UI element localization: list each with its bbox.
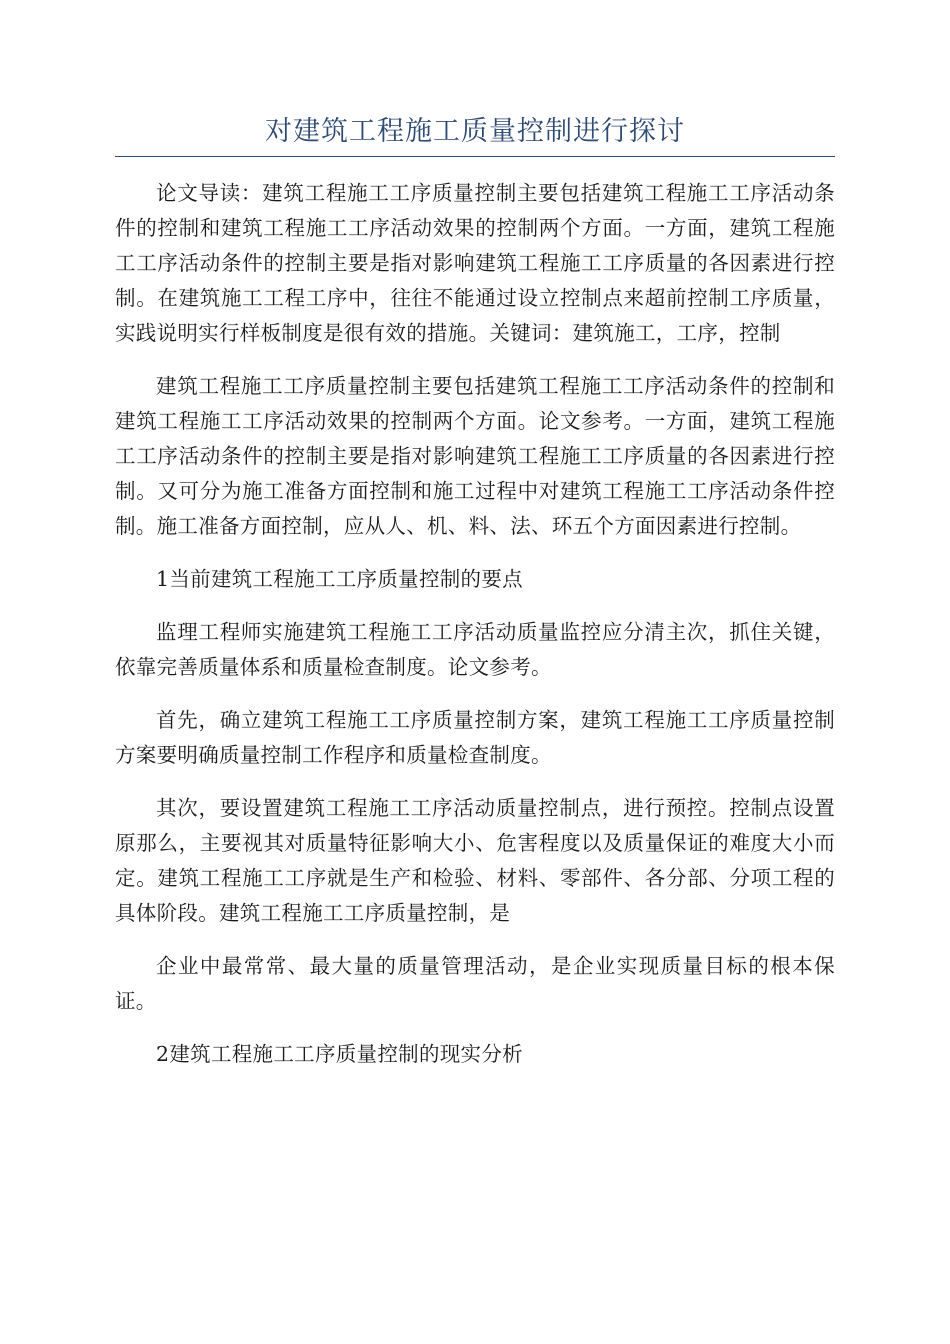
body-paragraph: 企业中最常常、最大量的质量管理活动，是企业实现质量目标的根本保证。: [115, 954, 835, 1013]
body-paragraph: 建筑工程施工工序质量控制主要包括建筑工程施工工序活动条件的控制和建筑工程施工工序活动效果的控制两个方面。论文参考。一方面，建筑工程施工工序活动条件的控制主要是指对影响建筑工程施工工序质量的各因素进行控制。又可分为施工准备方面控制和施工过程中对建筑工程施工工序活动条件控制。施工准备方面控制，应从人、机、料、法、环五个方面因素进行控制。: [115, 374, 835, 538]
section-heading: 2建筑工程施工工序质量控制的现实分析: [156, 1042, 523, 1066]
document-body: [115, 176, 835, 1090]
body-paragraph: 首先，确立建筑工程施工工序质量控制方案，建筑工程施工工序质量控制方案要明确质量控制工作程序和质量检查制度。: [115, 708, 835, 767]
abstract-paragraph: 论文导读：建筑工程施工工序质量控制主要包括建筑工程施工工序活动条件的控制和建筑工程施工工序活动效果的控制两个方面。一方面，建筑工程施工工序活动条件的控制主要是指对影响建筑工程施工工序质量的各因素进行控制。在建筑施工工程工序中，往往不能通过设立控制点来超前控制工序质量，实践说明实行样板制度是很有效的措施。关键词：建筑施工，工序，控制: [115, 181, 835, 345]
body-paragraph: 监理工程师实施建筑工程施工工序活动质量监控应分清主次，抓住关键，依靠完善质量体系和质量检查制度。论文参考。: [115, 620, 835, 679]
title-block: [115, 112, 835, 157]
section-heading: 1当前建筑工程施工工序质量控制的要点: [156, 567, 523, 591]
body-paragraph: 其次，要设置建筑工程施工工序活动质量控制点，进行预控。控制点设置原那么，主要视其对质量特征影响大小、危害程度以及质量保证的难度大小而定。建筑工程施工工序就是生产和检验、材料、零部件、各分部、分项工程的具体阶段。建筑工程施工工序质量控制，是: [115, 796, 835, 925]
document-title: 对建筑工程施工质量控制进行探讨: [265, 116, 685, 147]
